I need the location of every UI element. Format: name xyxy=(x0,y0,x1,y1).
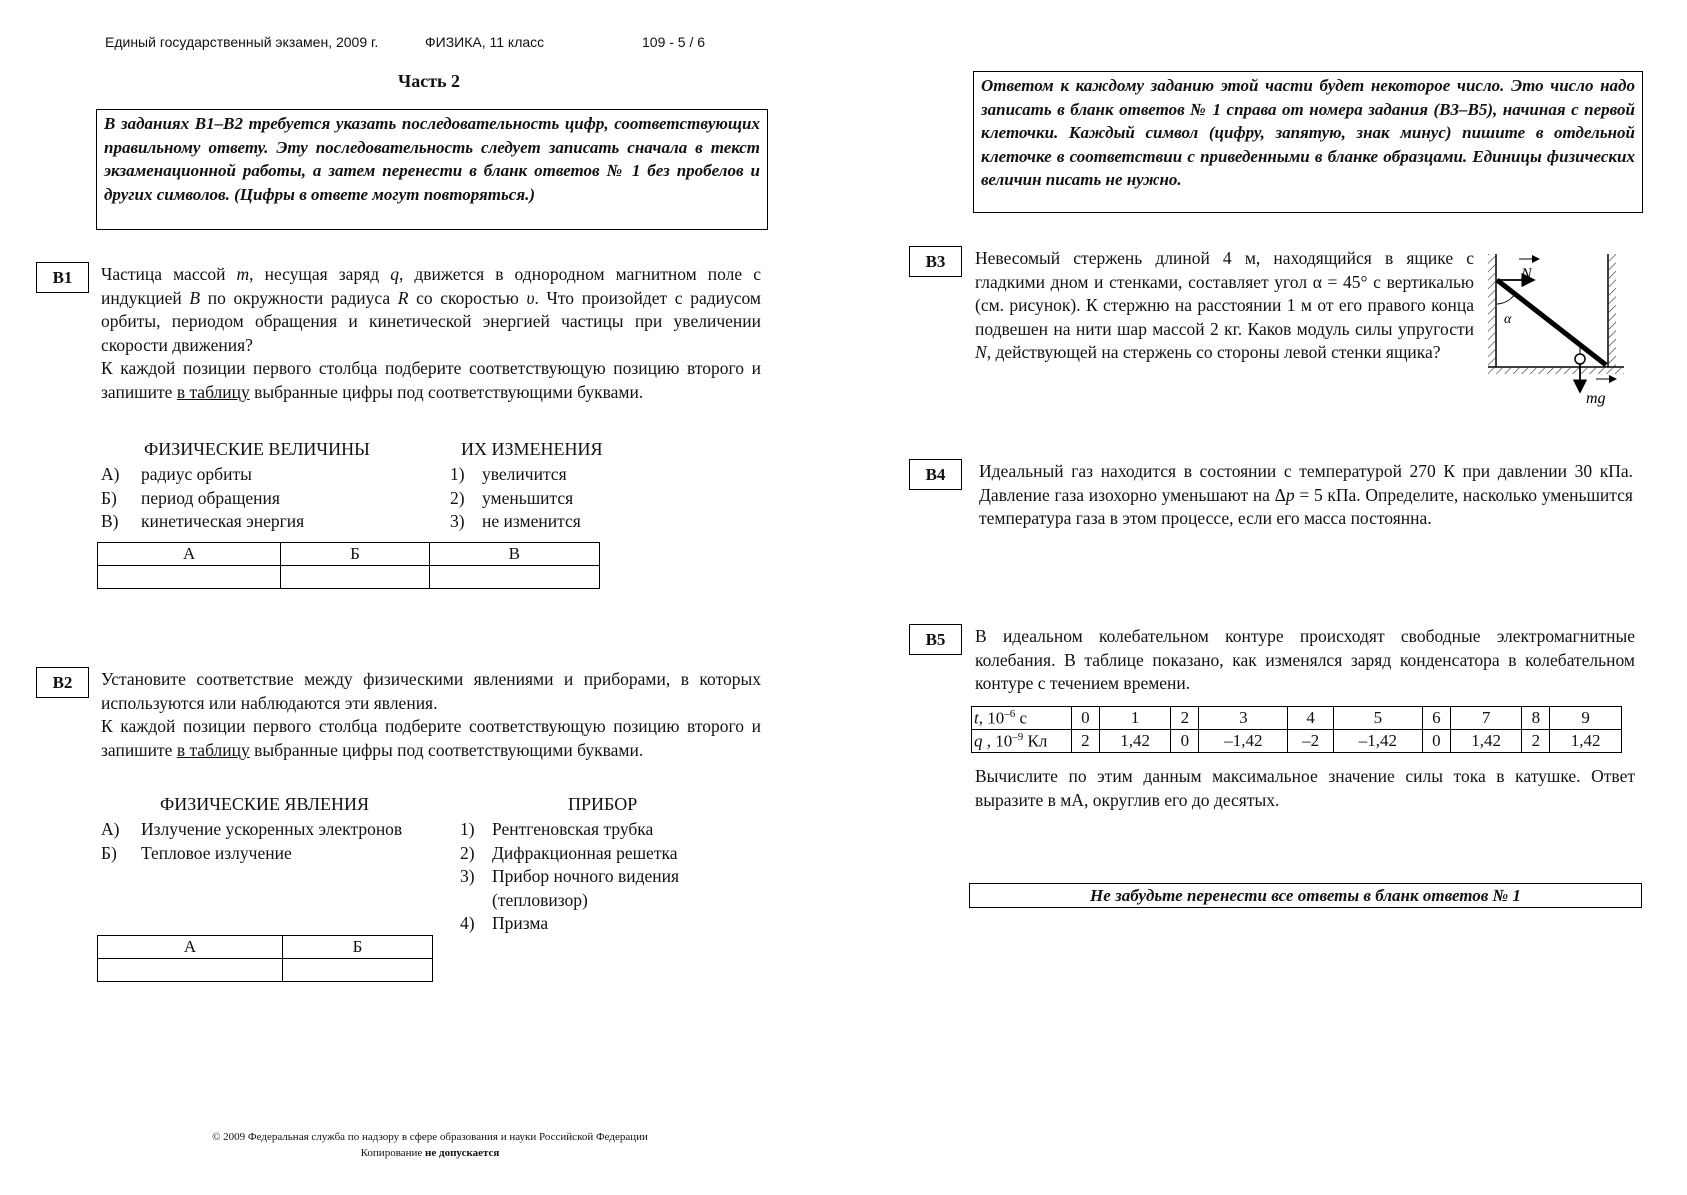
footer-copy-note: Копирование не допускается xyxy=(360,1147,500,1159)
list-item: А) Излучение ускоренных электронов xyxy=(101,819,403,839)
task-label-b1: B1 xyxy=(36,262,89,293)
floor-hatch xyxy=(1488,367,1624,374)
answer-cell-a[interactable] xyxy=(98,566,281,589)
list-item: 3) Прибор ночного видения xyxy=(460,866,680,887)
header-page: 109 - 5 / 6 xyxy=(642,34,706,50)
q-cell: –1,42 xyxy=(1199,730,1288,753)
answer-head-b: Б xyxy=(281,543,430,566)
q-cell: 1,42 xyxy=(1450,730,1522,753)
list-item: 3) не изменится xyxy=(450,511,581,532)
answer-head-v: В xyxy=(429,543,599,566)
mg-label: mg xyxy=(1586,390,1606,407)
header-exam: Единый государственный экзамен, 2009 г. xyxy=(105,34,379,50)
answer-cell-a[interactable] xyxy=(98,959,283,982)
task-label-b2: B2 xyxy=(36,667,89,698)
list-item: А) радиус орбиты xyxy=(101,464,252,484)
b3-figure xyxy=(1484,250,1626,408)
table-link: в таблицу xyxy=(176,739,250,760)
answer-head-a: А xyxy=(98,543,281,566)
list-item: 1) увеличится xyxy=(450,464,567,484)
task-label-b4: B4 xyxy=(909,459,962,490)
q-cell: –1,42 xyxy=(1333,730,1422,753)
b1-left-list xyxy=(101,463,304,534)
list-item: 1) Рентгеновская трубка xyxy=(460,819,654,839)
q-cell: 2 xyxy=(1072,730,1100,753)
row-head-time: t, $10^{-6}$ с xyxy=(972,707,1072,730)
task-b3-text: Невесомый стержень длиной 4 м, находящийся в ящике с гладкими дном и стенками, составляет угол α = 45° с вертикалью (см. рисунок). К стержню на расстоянии 1 м от его правого конца подвешен на нити шар массой 2 кг. Каков модуль силы упругости N, действующей на стержень со стороны левой стенки ящика? xyxy=(975,248,1474,363)
b2-col2-head: ПРИБОР xyxy=(568,794,638,814)
b1-right-list xyxy=(450,463,581,534)
force-n-label: N xyxy=(1521,266,1532,283)
ball xyxy=(1575,354,1585,364)
alpha-label: α xyxy=(1504,312,1512,327)
b1-col1-head: ФИЗИЧЕСКИЕ ВЕЛИЧИНЫ xyxy=(144,439,370,459)
b5-data-table xyxy=(971,706,1622,753)
reminder-box: Не забудьте перенести все ответы в бланк ответов № 1 xyxy=(969,883,1642,908)
right-wall-hatch xyxy=(1608,254,1616,367)
part-title: Часть 2 xyxy=(398,71,461,91)
b1-col2-head: ИХ ИЗМЕНЕНИЯ xyxy=(461,439,603,459)
b1-answer-table xyxy=(97,542,600,589)
instructions-b1-b2: В заданиях В1–В2 требуется указать последовательность цифр, соответствующих правильному ответу. Эту последовательность следует записать сначала в текст экзаменационной работы, а затем перенести в бланк ответов № 1 без пробелов и других символов. (Цифры в ответе могут повторяться.) xyxy=(96,109,768,230)
list-item: Б) Тепловое излучение xyxy=(101,842,292,863)
list-item: (тепловизор) xyxy=(492,889,588,910)
answer-cell-v[interactable] xyxy=(429,566,599,589)
task-b5-question: Вычислите по этим данным максимальное значение силы тока в катушке. Ответ выразите в мА, округлив его до десятых. xyxy=(975,766,1635,810)
list-item: Б) период обращения xyxy=(101,487,280,508)
task-b1-text xyxy=(101,263,761,405)
t-cell: 3 xyxy=(1199,707,1288,730)
t-cell: 1 xyxy=(1099,707,1171,730)
footer-copyright: © 2009 Федеральная служба по надзору в сфере образования и науки Российской Федерации xyxy=(212,1131,648,1143)
q-cell: 2 xyxy=(1522,730,1550,753)
table-row xyxy=(972,707,1622,730)
task-b2-instruction: К каждой позиции первого столбца подберите соответствующую позицию второго и запишите в таблицу выбранные цифры под соответствующими буквами. xyxy=(101,716,761,760)
list-item: 2) уменьшится xyxy=(450,487,574,508)
b2-col1-head: ФИЗИЧЕСКИЕ ЯВЛЕНИЯ xyxy=(160,794,369,814)
t-cell: 7 xyxy=(1450,707,1522,730)
b2-right-list xyxy=(460,818,679,936)
header-subject: ФИЗИКА, 11 класс xyxy=(425,34,545,50)
answer-cell-b[interactable] xyxy=(283,959,433,982)
answer-head-a: А xyxy=(98,936,283,959)
q-cell: 1,42 xyxy=(1099,730,1171,753)
instructions-b3-b5: Ответом к каждому заданию этой части будет некоторое число. Это число надо записать в бланк ответов № 1 справа от номера задания (В3–В5), начиная с первой клеточки. Каждый символ (цифру, запятую, знак минус) пишите в отдельной клеточке в соответствии с приведенными в бланке образцами. Единицы физических величин писать не нужно. xyxy=(973,71,1643,213)
q-cell: 1,42 xyxy=(1550,730,1622,753)
table-link: в таблицу xyxy=(176,381,250,402)
task-b2-condition: Установите соответствие между физическими явлениями и приборами, в которых используются или наблюдаются эти явления. xyxy=(101,669,761,713)
table-row xyxy=(972,730,1622,753)
list-item: 4) Призма xyxy=(460,913,549,934)
t-cell: 4 xyxy=(1288,707,1333,730)
b2-answer-table xyxy=(97,935,433,982)
t-cell: 5 xyxy=(1333,707,1422,730)
list-item: В) кинетическая энергия xyxy=(101,511,305,532)
task-b1-condition: Частица массой m, несущая заряд q, движется в однородном магнитном поле с индукцией B по окружности радиуса R со скоростью υ. Что произойдет с радиусом орбиты, периодом обращения и кинетической энергией частицы при увеличении скорости движения? xyxy=(101,264,762,355)
task-b1-instruction: К каждой позиции первого столбца подберите соответствующую позицию второго и запишите в таблицу выбранные цифры под соответствующими буквами. xyxy=(101,358,761,402)
row-head-charge: q , $10^{-9}$ Кл xyxy=(972,730,1072,753)
t-cell: 9 xyxy=(1550,707,1622,730)
t-cell: 8 xyxy=(1522,707,1550,730)
task-b2-text xyxy=(101,668,761,762)
task-b5-text: В идеальном колебательном контуре происходят свободные электромагнитные колебания. В таблице показано, как изменялся заряд конденсатора в колебательном контуре с течением времени. xyxy=(975,626,1635,694)
left-wall-hatch xyxy=(1488,254,1496,367)
task-label-b3: B3 xyxy=(909,246,962,277)
t-cell: 6 xyxy=(1423,707,1451,730)
t-cell: 2 xyxy=(1171,707,1199,730)
answer-cell-b[interactable] xyxy=(281,566,430,589)
task-label-b5: B5 xyxy=(909,624,962,655)
angle-arc xyxy=(1497,294,1515,304)
rod xyxy=(1497,280,1606,365)
answer-head-b: Б xyxy=(283,936,433,959)
list-item: 2) Дифракционная решетка xyxy=(460,842,678,863)
task-b4-text: Идеальный газ находится в состоянии с температурой 270 К при давлении 30 кПа. Давление газа изохорно уменьшают на Δp = 5 кПа. Определите, насколько уменьшится температура газа в этом процессе, если его масса постоянна. xyxy=(979,461,1633,529)
q-cell: 0 xyxy=(1423,730,1451,753)
t-cell: 0 xyxy=(1072,707,1100,730)
b2-left-list xyxy=(101,818,402,865)
q-cell: 0 xyxy=(1171,730,1199,753)
q-cell: –2 xyxy=(1288,730,1333,753)
